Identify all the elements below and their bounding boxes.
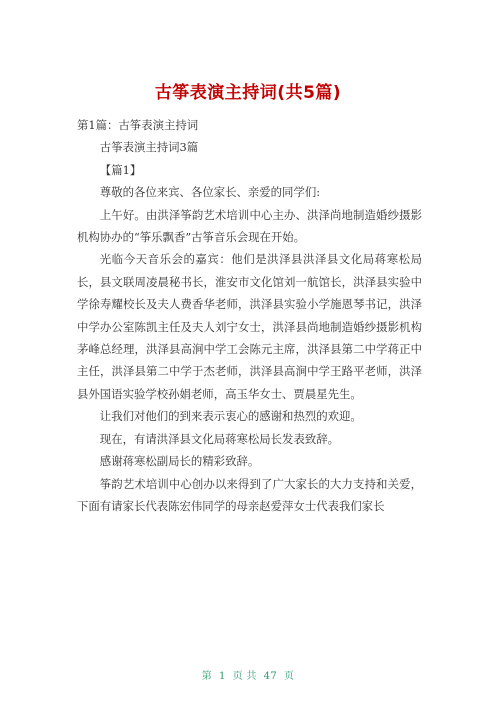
document-body xyxy=(77,114,422,517)
paragraph-thanks: 让我们对他们的到来表示衷心的感谢和热烈的欢迎。 xyxy=(99,409,362,424)
paragraph-greeting: 尊敬的各位来宾、各位家长、亲爱的同学们: xyxy=(99,185,321,200)
section-heading: 第1篇：古筝表演主持词 xyxy=(77,118,199,132)
paragraph-guests: 光临今天音乐会的嘉宾：他们是洪泽县洪泽县文化局蒋寒松局长，县文联周凌晨秘书长，淮安市文化馆刘一航馆长，洪泽县实验中学徐寿耀校长及夫人费香华老师，洪泽县实验小学施恩琴书记，洪泽中学办公室陈凯主任及夫人刘宁女士，洪泽县尚地制造婚纱摄影机构茅峰总经理，洪泽县高涧中学工会陈元主席，洪泽县第二中学蒋正中主任，洪泽县第二中学于杰老师，洪泽县高涧中学王路平老师，洪泽县外国语实验学校孙娟老师，高玉华女士、贾晨星先生。 xyxy=(77,252,422,401)
paragraph-opening: 上午好。由洪泽筝韵艺术培训中心主办、洪泽尚地制造婚纱摄影机构协办的“筝乐飘香”古筝音乐会现在开始。 xyxy=(77,207,422,245)
page-number-footer: 第 1 页 共 47 页 xyxy=(201,671,295,682)
paragraph-invite-speech: 现在，有请洪泽县文化局蒋寒松局长发表致辞。 xyxy=(99,431,340,446)
document-subtitle: 古筝表演主持词3篇 xyxy=(99,140,199,155)
paragraph-parent-representative: 筝韵艺术培训中心创办以来得到了广大家长的大力支持和关爱，下面有请家长代表陈宏伟同学的母亲赵爱萍女士代表我们家长 xyxy=(77,476,422,513)
document-title: 古筝表演主持词(共5篇) xyxy=(154,83,342,103)
part-label: 【篇1】 xyxy=(99,162,142,177)
paragraph-speech-thanks: 感谢蒋寒松副局长的精彩致辞。 xyxy=(99,454,260,469)
